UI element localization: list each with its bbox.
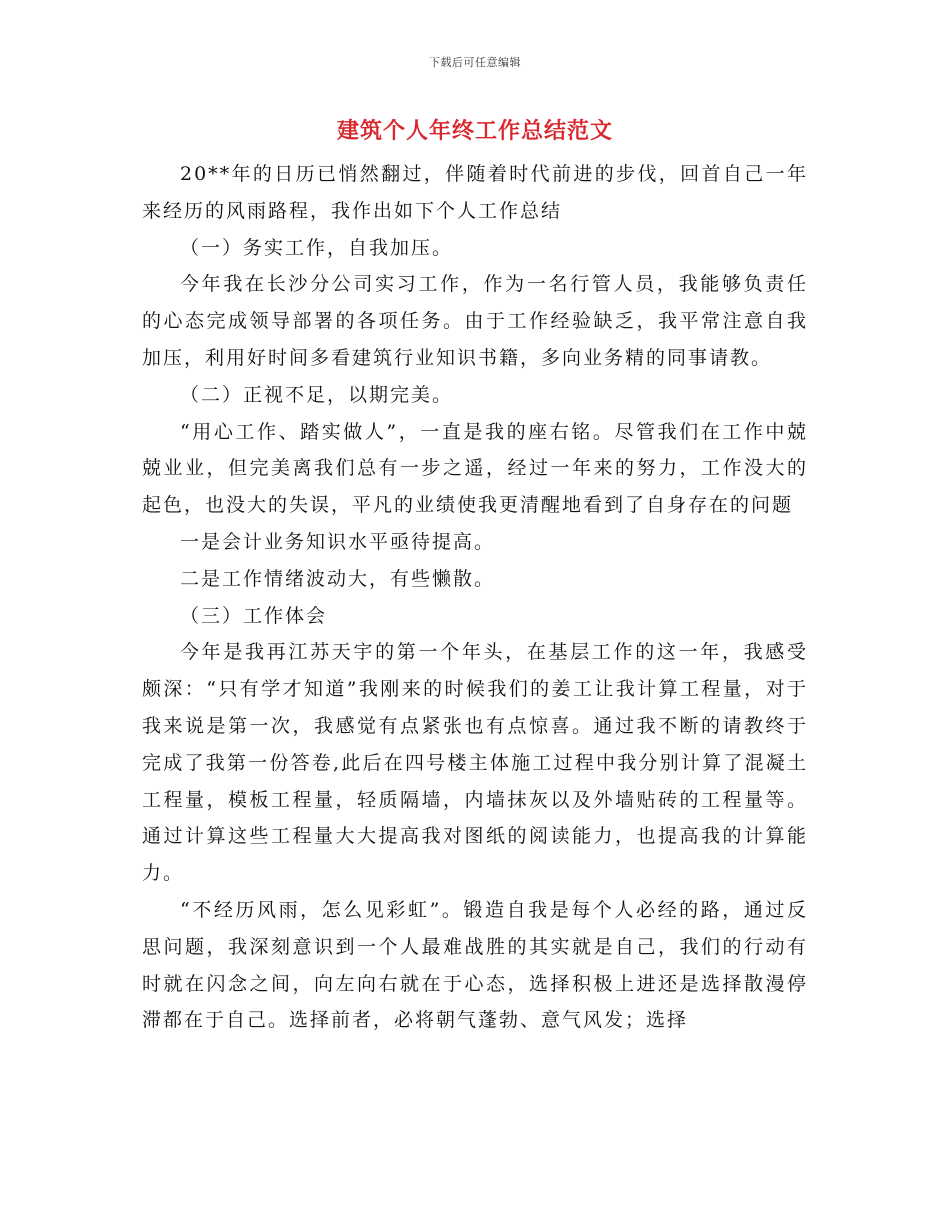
section-heading-2: （二）正视不足，以期完美。 [180,383,454,406]
paragraph-section-1: 今年我在长沙分公司实习工作，作为一名行管人员，我能够负责任的心态完成领导部署的各项任务。由于工作经验缺乏，我平常注意自我加压，利用好时间多看建筑行业知识书籍，多向业务精的同事请教。 [142,273,808,369]
header-note: 下载后可任意编辑 [429,56,521,69]
section-heading-1: （一）务实工作，自我加压。 [180,236,454,259]
paragraph-section-2: “用心工作、踏实做人”，一直是我的座右铭。尽管我们在工作中兢兢业业，但完美离我们总有一步之遥，经过一年来的努力，工作没大的起色，也没大的失误，平凡的业绩使我更清醒地看到了自身存在的问题 [142,420,808,517]
section-heading-3: （三）工作体会 [180,604,328,627]
document-body [142,156,808,1039]
paragraph-intro: 20**年的日历已悄然翻过，伴随着时代前进的步伐，回首自己一年来经历的风雨路程，我作出如下个人工作总结 [142,163,808,222]
list-item-1: 一是会计业务知识水平亟待提高。 [180,530,496,553]
document-title: 建筑个人年终工作总结范文 [336,118,613,144]
list-item-2: 二是工作情绪波动大，有些懒散。 [180,567,496,590]
paragraph-section-3-continued: “不经历风雨，怎么见彩虹”。锻造自我是每个人必经的路，通过反思问题，我深刻意识到一个人最难战胜的其实就是自己，我们的行动有时就在闪念之间，向左向右就在于心态，选择积极上进还是选择散漫停滞都在于自己。选择前者，必将朝气蓬勃、意气风发；选择 [142,898,808,1032]
paragraph-section-3: 今年是我再江苏天宇的第一个年头，在基层工作的这一年，我感受颇深：“只有学才知道”我刚来的时候我们的姜工让我计算工程量，对于我来说是第一次，我感觉有点紧张也有点惊喜。通过我不断的请教终于完成了我第一份答卷,此后在四号楼主体施工过程中我分别计算了混凝土工程量，模板工程量，轻质隔墙，内墙抹灰以及外墙贴砖的工程量等。通过计算这些工程量大大提高我对图纸的阅读能力，也提高我的计算能力。 [142,641,808,885]
